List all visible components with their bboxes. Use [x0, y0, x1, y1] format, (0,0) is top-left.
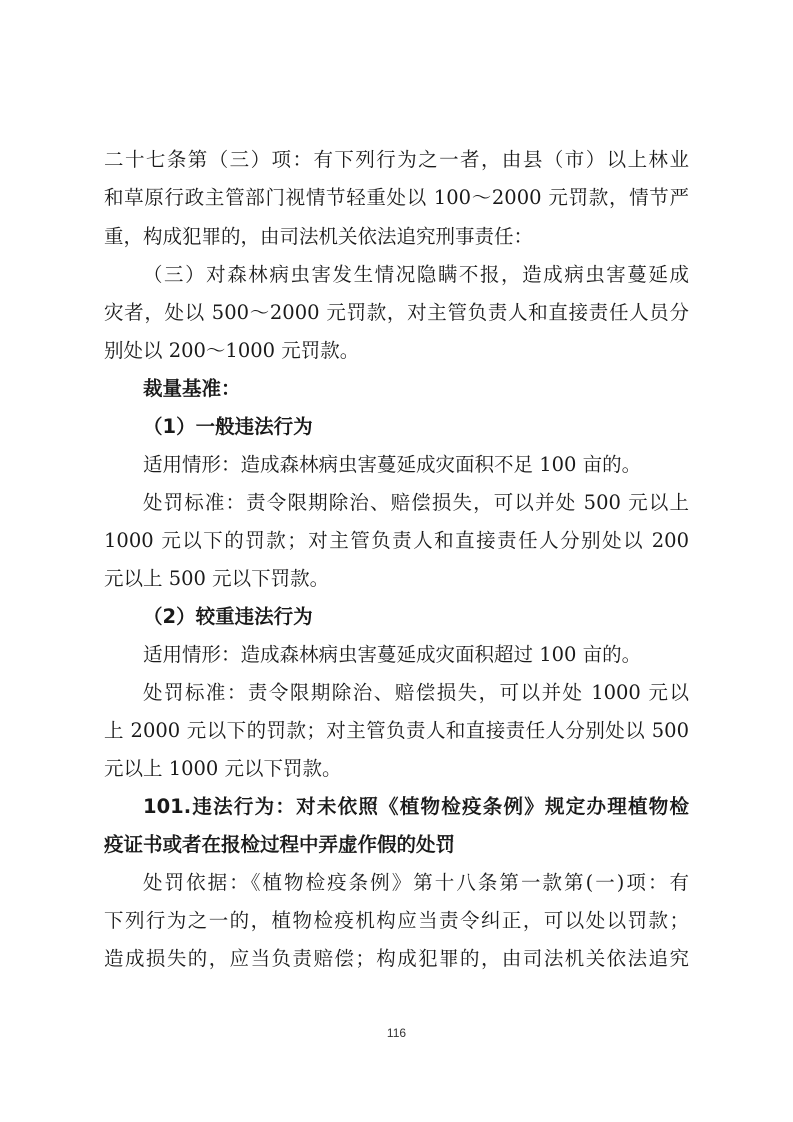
article-heading: 101.违法行为：对未依照《植物检疫条例》规定办理植物检 — [143, 795, 689, 818]
body-text-line: 和草原行政主管部门视情节轻重处以 100～2000 元罚款，情节严 — [104, 186, 689, 209]
page-number: 116 — [386, 1026, 407, 1040]
body-text-line: 灾者，处以 500～2000 元罚款，对主管负责人和直接责任人员分 — [104, 301, 689, 324]
body-text-line: （三）对森林病虫害发生情况隐瞒不报，造成病虫害蔓延成 — [143, 263, 689, 286]
body-text-line: 二十七条第（三）项：有下列行为之一者，由县（市）以上林业 — [104, 148, 689, 171]
body-text-line: 别处以 200～1000 元罚款。 — [104, 339, 360, 362]
body-text-line: 处罚依据：《植物检疫条例》第十八条第一款第(一)项：有 — [143, 871, 689, 894]
body-text-line: 处罚标准：责令限期除治、赔偿损失，可以并处 1000 元以 — [143, 681, 689, 704]
body-text-line: 1000 元以下的罚款；对主管负责人和直接责任人分别处以 200 — [104, 529, 689, 552]
body-text-line: 处罚标准：责令限期除治、赔偿损失，可以并处 500 元以上 — [143, 491, 689, 514]
body-text-line: 适用情形：造成森林病虫害蔓延成灾面积不足 100 亩的。 — [143, 453, 642, 476]
body-text-line: 元以上 500 元以下罚款。 — [104, 567, 330, 590]
body-text-line: 上 2000 元以下的罚款；对主管负责人和直接责任人分别处以 500 — [104, 719, 689, 742]
subsection-heading: （2）较重违法行为 — [143, 605, 313, 628]
subsection-heading: （1）一般违法行为 — [143, 415, 313, 438]
body-text-line: 重，构成犯罪的，由司法机关依法追究刑事责任： — [104, 225, 534, 248]
body-text-line: 适用情形：造成森林病虫害蔓延成灾面积超过 100 亩的。 — [143, 643, 642, 666]
body-text-line: 元以上 1000 元以下罚款。 — [104, 757, 342, 780]
article-heading: 疫证书或者在报检过程中弄虚作假的处罚 — [104, 833, 456, 856]
body-text-line: 造成损失的，应当负责赔偿；构成犯罪的，由司法机关依法追究 — [104, 947, 689, 970]
body-text-line: 下列行为之一的，植物检疫机构应当责令纠正，可以处以罚款； — [104, 909, 689, 932]
section-heading: 裁量基准： — [143, 377, 241, 400]
